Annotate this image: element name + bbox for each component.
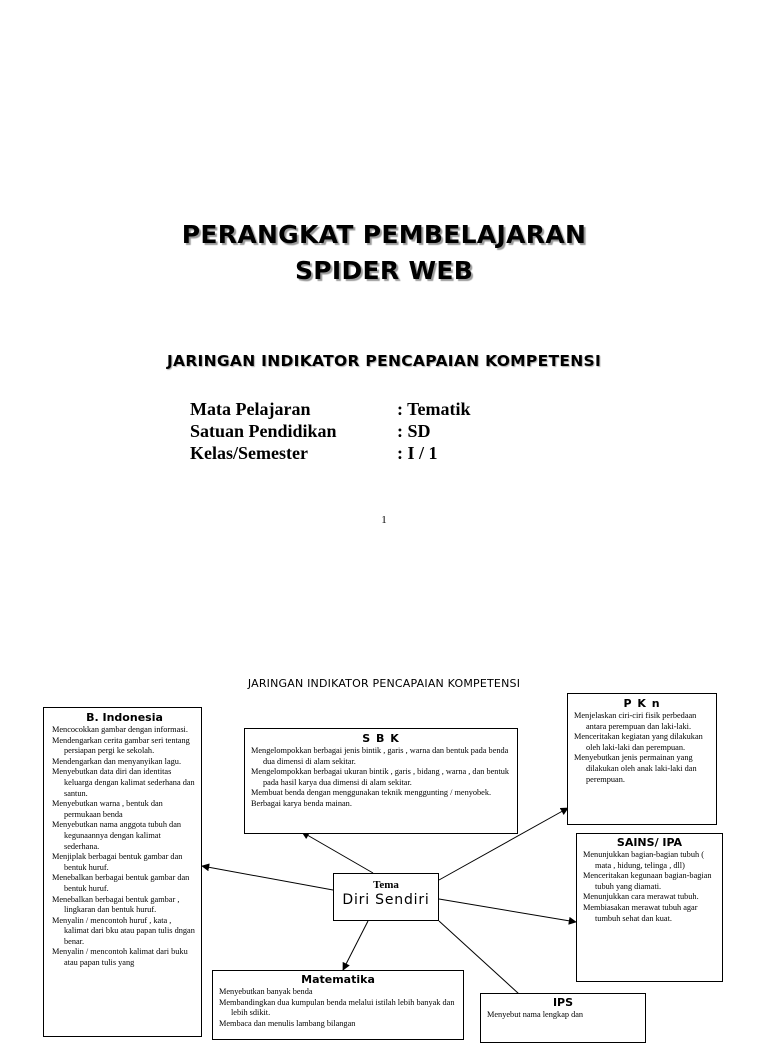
- info-value: : Tematik: [397, 399, 471, 419]
- list-item: Mendengarkan cerita gambar seri tentang persiapan pergi ke sekolah.: [52, 735, 190, 756]
- pkn-heading: P K n: [623, 697, 661, 710]
- tema-label: Tema: [373, 879, 399, 891]
- info-value: : I / 1: [397, 443, 438, 463]
- ips-heading: IPS: [552, 996, 574, 1009]
- list-item: Menyebut nama lengkap dan: [487, 1010, 584, 1019]
- arrow-to-sains: [439, 899, 576, 922]
- ips-box: [480, 993, 646, 1043]
- list-item: Berbagai karya benda mainan.: [251, 798, 352, 808]
- sbk-heading: S B K: [362, 732, 400, 745]
- list-item: Menunjukkan cara merawat tubuh.: [583, 892, 699, 902]
- list-item: Menebalkan berbagai bentuk gambar dan bentuk huruf.: [52, 873, 190, 893]
- list-item: Menyebutkan data diri dan identitas keluarga dengan kalimat sederhana dan santun.: [52, 767, 195, 798]
- info-label: Mata Pelajaran: [190, 399, 311, 419]
- bindonesia-list: [52, 725, 197, 969]
- list-item: Menyalin / mencontoh huruf , kata , kalimat dari bku atau papan tulis dngan benar.: [52, 915, 195, 946]
- list-item: Mendengarkan dan menyanyikan lagu.: [52, 756, 182, 766]
- ips-list: [487, 1010, 639, 1021]
- list-item: Menyebutkan warna , bentuk dan permukaan benda: [52, 799, 163, 819]
- matematika-box: [212, 970, 464, 1040]
- sains-list: [583, 850, 716, 924]
- cover-subtitle: JARINGAN INDIKATOR PENCAPAIAN KOMPETENSI: [166, 352, 602, 370]
- pkn-box: [567, 693, 717, 825]
- sbk-list: [251, 746, 511, 810]
- list-item: Menceritakan kegunaan bagian-bagian tubuh yang diamati.: [583, 871, 712, 891]
- tema-name: Diri Sendiri: [342, 892, 430, 908]
- page-number: 1: [381, 514, 387, 526]
- list-item: Menyalin / mencontoh kalimat dari buku atau papan tulis yang: [52, 947, 188, 968]
- arrow-to-sbk: [302, 832, 373, 873]
- list-item: Mengelompokkan berbagai jenis bintik , garis , warna dan bentuk pada benda dua dimensi di alam sekitar.: [251, 746, 509, 766]
- list-item: Membuat benda dengan menggunakan teknik menggunting / menyobek.: [251, 788, 492, 798]
- sbk-box: [244, 728, 518, 834]
- info-label: Kelas/Semester: [190, 443, 308, 463]
- info-label: Satuan Pendidikan: [190, 421, 337, 441]
- list-item: Menunjukkan bagian-bagian tubuh ( mata , hidung, telinga , dll): [583, 850, 704, 870]
- list-item: Mencocokkan gambar dengan informasi.: [52, 725, 188, 734]
- list-item: Menebalkan berbagai bentuk gambar , lingkaran dan bentuk huruf.: [52, 894, 180, 915]
- list-item: Menjiplak berbagai bentuk gambar dan bentuk huruf.: [52, 852, 183, 872]
- list-item: Menyebutkan banyak benda: [219, 987, 313, 996]
- bindonesia-heading: B. Indonesia: [86, 711, 163, 724]
- arrow-to-matematika: [343, 921, 368, 970]
- list-item: Membandingkan dua kumpulan benda melalui istilah lebih banyak dan lebih sdikit.: [219, 997, 455, 1018]
- matematika-list: [219, 987, 457, 1029]
- info-value: : SD: [397, 421, 431, 441]
- list-item: Menceritakan kegiatan yang dilakukan oleh laki-laki dan perempuan.: [574, 732, 703, 752]
- arrow-to-bindonesia: [202, 866, 333, 890]
- list-item: Menjelaskan ciri-ciri fisik perbedaan antara perempuan dan laki-laki.: [574, 711, 697, 731]
- sains-box: [576, 833, 723, 982]
- list-item: Membiasakan merawat tubuh agar tumbuh sehat dan kuat.: [583, 902, 698, 923]
- matematika-heading: Matematika: [301, 973, 375, 986]
- cover-title-line1: PERANGKAT PEMBELAJARAN: [181, 220, 587, 249]
- pkn-list: [574, 711, 710, 785]
- list-item: Membaca dan menulis lambang bilangan: [219, 1018, 356, 1028]
- list-item: Menyebutkan jenis permainan yang dilakukan oleh anak laki-laki dan perempuan.: [574, 753, 697, 784]
- bindonesia-box: [43, 707, 202, 1037]
- sains-heading: SAINS/ IPA: [616, 836, 683, 849]
- list-item: Menyebutkan nama anggota tubuh dan kegunaannya dengan kalimat sederhana.: [52, 820, 182, 851]
- tema-box: [333, 873, 439, 921]
- web-title: JARINGAN INDIKATOR PENCAPAIAN KOMPETENSI: [247, 677, 521, 690]
- list-item: Mengelompokkan berbagai ukuran bintik , garis , bidang , warna , dan bentuk pada hasil karya dua dimensi di alam sekitar.: [251, 767, 510, 787]
- cover-title-line2: SPIDER WEB: [294, 256, 474, 285]
